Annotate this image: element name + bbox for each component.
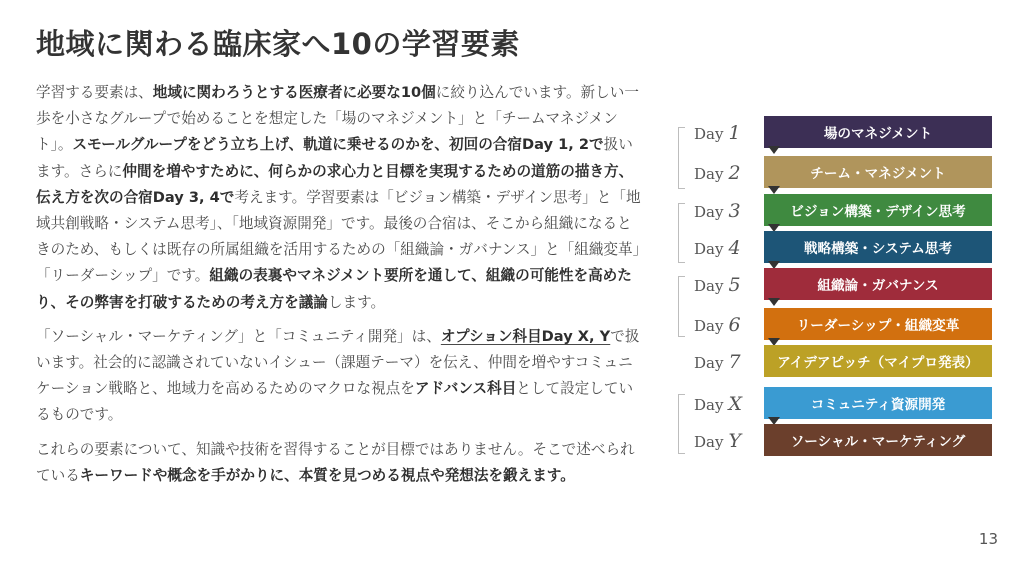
day-label-2 — [694, 162, 754, 184]
bold-text: 組織の表裏やマネジメント要所を通して、組織の可能性を高めたり、その弊害を打破するための考え方を議論 — [36, 267, 632, 311]
day-number: 7 — [728, 351, 741, 373]
text-run: これらの要素について、知識や技術を習得することが目標ではありません。そこで述べられている — [36, 440, 635, 484]
page-number: 13 — [978, 530, 998, 548]
day-prefix: Day — [694, 354, 724, 372]
down-arrow-icon — [768, 146, 780, 154]
day-prefix: Day — [694, 203, 724, 221]
day-number: 5 — [728, 274, 741, 296]
day-number: Y — [728, 430, 741, 452]
day-number: 4 — [728, 237, 741, 259]
text-run: 扱います。さらに — [36, 136, 633, 180]
bold-text: 地域に関わろうとする医療者に必要な10個 — [152, 84, 436, 101]
day-number: 6 — [728, 314, 741, 336]
day-prefix: Day — [694, 125, 724, 143]
learning-element-4: 戦略構築・システム思考 — [764, 231, 992, 263]
bracket-day-5-6 — [678, 276, 685, 337]
day-number: 1 — [728, 122, 741, 144]
day-label-x — [694, 393, 754, 415]
text-run: 考えます。学習要素は「ビジョン構築・デザイン思考」と「地域共創戦略・システム思考」、「地域資源開発」です。最後の合宿は、そこから組織になるときのため、もしくは既存の所属組織を活用するための「組織論・ガバナンス」と「組織変革」「リーダーシップ」です。 — [36, 188, 641, 285]
learning-element-6: リーダーシップ・組織変革 — [764, 308, 992, 340]
text-run: 学習する要素は、 — [36, 84, 153, 101]
day-prefix: Day — [694, 317, 724, 335]
learning-element-9: ソーシャル・マーケティング — [764, 424, 992, 456]
paragraph-3 — [36, 437, 646, 489]
bold-text: スモールグループをどう立ち上げ、軌道に乗せるのかを、初回の合宿Day 1, 2で — [72, 136, 604, 154]
learning-element-5: 組織論・ガバナンス — [764, 268, 992, 300]
paragraph-2 — [36, 324, 646, 429]
body-text — [36, 80, 646, 497]
bracket-day-x-y — [678, 394, 685, 454]
day-label-4 — [694, 237, 754, 259]
day-label-6 — [694, 314, 754, 336]
bold-text: アドバンス科目 — [414, 380, 517, 398]
underlined-text — [441, 328, 610, 345]
text-run: 「ソーシャル・マーケティング」と「コミュニティ開発」は、 — [36, 327, 441, 345]
day-label-5 — [694, 274, 754, 296]
day-number: 2 — [728, 162, 741, 184]
bold-text: キーワードや概念を手がかりに、本質を見つめる視点や発想法を鍛えます。 — [79, 466, 575, 484]
text-run: します。 — [327, 293, 386, 311]
day-label-y — [694, 430, 754, 452]
day-prefix: Day — [694, 396, 724, 414]
day-label-1 — [694, 122, 754, 144]
learning-element-8: コミュニティ資源開発 — [764, 387, 992, 419]
day-label-7 — [694, 351, 754, 373]
day-number: 3 — [728, 200, 741, 222]
text-run: で扱います。社会的に認識されていないイシュー（課題テーマ）を伝え、仲間を増やすコミュニケーション戦略と、地域力を高めるためのマクロな視点を — [36, 327, 640, 398]
learning-element-3: ビジョン構築・デザイン思考 — [764, 194, 992, 226]
day-number: X — [728, 393, 742, 415]
day-prefix: Day — [694, 433, 724, 451]
down-arrow-icon — [768, 298, 780, 306]
learning-element-1: 場のマネジメント — [764, 116, 992, 148]
text-run: に絞り込んでいます。新しい一歩を小さなグループで始めることを想定した「場のマネジメント」と「チームマネジメント」。 — [36, 84, 639, 154]
learning-element-2: チーム・マネジメント — [764, 156, 992, 188]
text-run: として設定しているものです。 — [36, 380, 634, 424]
bracket-day-1-2 — [678, 127, 685, 189]
day-label-3 — [694, 200, 754, 222]
bold-text: オプション科目Day X, Y — [440, 327, 611, 345]
page-title: 地域に関わる臨床家へ10の学習要素 — [36, 27, 520, 61]
day-prefix: Day — [694, 165, 724, 183]
learning-element-7: アイデアピッチ（マイプロ発表） — [764, 345, 992, 377]
down-arrow-icon — [768, 186, 780, 194]
day-prefix: Day — [694, 240, 724, 258]
paragraph-1 — [36, 80, 646, 316]
day-prefix: Day — [694, 277, 724, 295]
bold-text: 仲間を増やすために、何らかの求心力と目標を実現するための道筋の描き方、伝え方を次の合宿Day 3, 4で — [36, 162, 634, 206]
bracket-day-3-4 — [678, 203, 685, 263]
